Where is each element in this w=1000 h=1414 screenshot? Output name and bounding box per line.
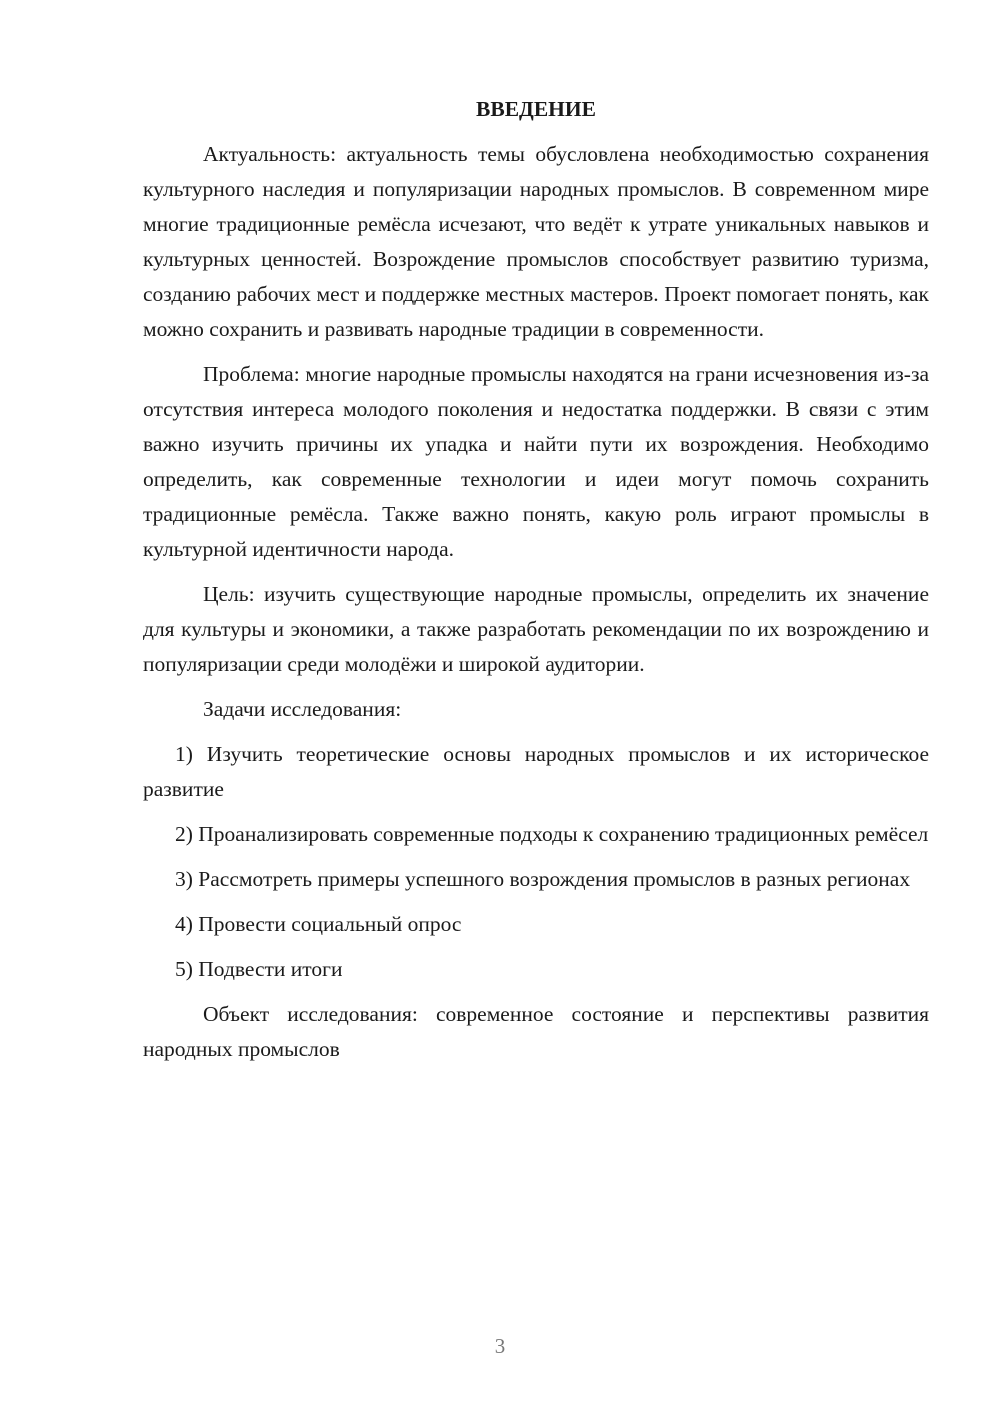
object-paragraph: Объект исследования: современное состояние и перспективы развития народных промыслов — [143, 1002, 929, 1061]
task-item: 4) Провести социальный опрос — [175, 912, 462, 936]
page-number: 3 — [494, 1334, 506, 1358]
task-item: 3) Рассмотреть примеры успешного возрождения промыслов в разных регионах — [175, 867, 911, 891]
task-item: 1) Изучить теоретические основы народных промыслов и их историческое развитие — [143, 742, 929, 801]
task-item: 5) Подвести итоги — [175, 957, 343, 981]
relevance-paragraph: Актуальность: актуальность темы обусловлена необходимостью сохранения культурного наследия и популяризации народных промыслов. В современном мире многие традиционные ремёсла исчезают, что ведёт к утрате уникальных навыков и культурных ценностей. Возрождение промыслов способствует развитию туризма, созданию рабочих мест и поддержке местных мастеров. Проект помогает понять, как можно сохранить и развивать народные традиции в современности. — [143, 142, 929, 341]
tasks-heading: Задачи исследования: — [203, 697, 402, 721]
tasks-list — [143, 737, 929, 987]
task-item: 2) Проанализировать современные подходы к сохранению традиционных ремёсел — [175, 822, 929, 846]
page-title: ВВЕДЕНИЕ — [476, 97, 596, 121]
document-page — [143, 92, 929, 1077]
goal-paragraph: Цель: изучить существующие народные промыслы, определить их значение для культуры и экономики, а также разработать рекомендации по их возрождению и популяризации среди молодёжи и широкой аудитории. — [143, 582, 929, 676]
problem-paragraph: Проблема: многие народные промыслы находятся на грани исчезновения из-за отсутствия интереса молодого поколения и недостатка поддержки. В связи с этим важно изучить причины их упадка и найти пути их возрождения. Необходимо определить, как современные технологии и идеи могут помочь сохранить традиционные ремёсла. Также важно понять, какую роль играют промыслы в культурной идентичности народа. — [143, 362, 929, 561]
